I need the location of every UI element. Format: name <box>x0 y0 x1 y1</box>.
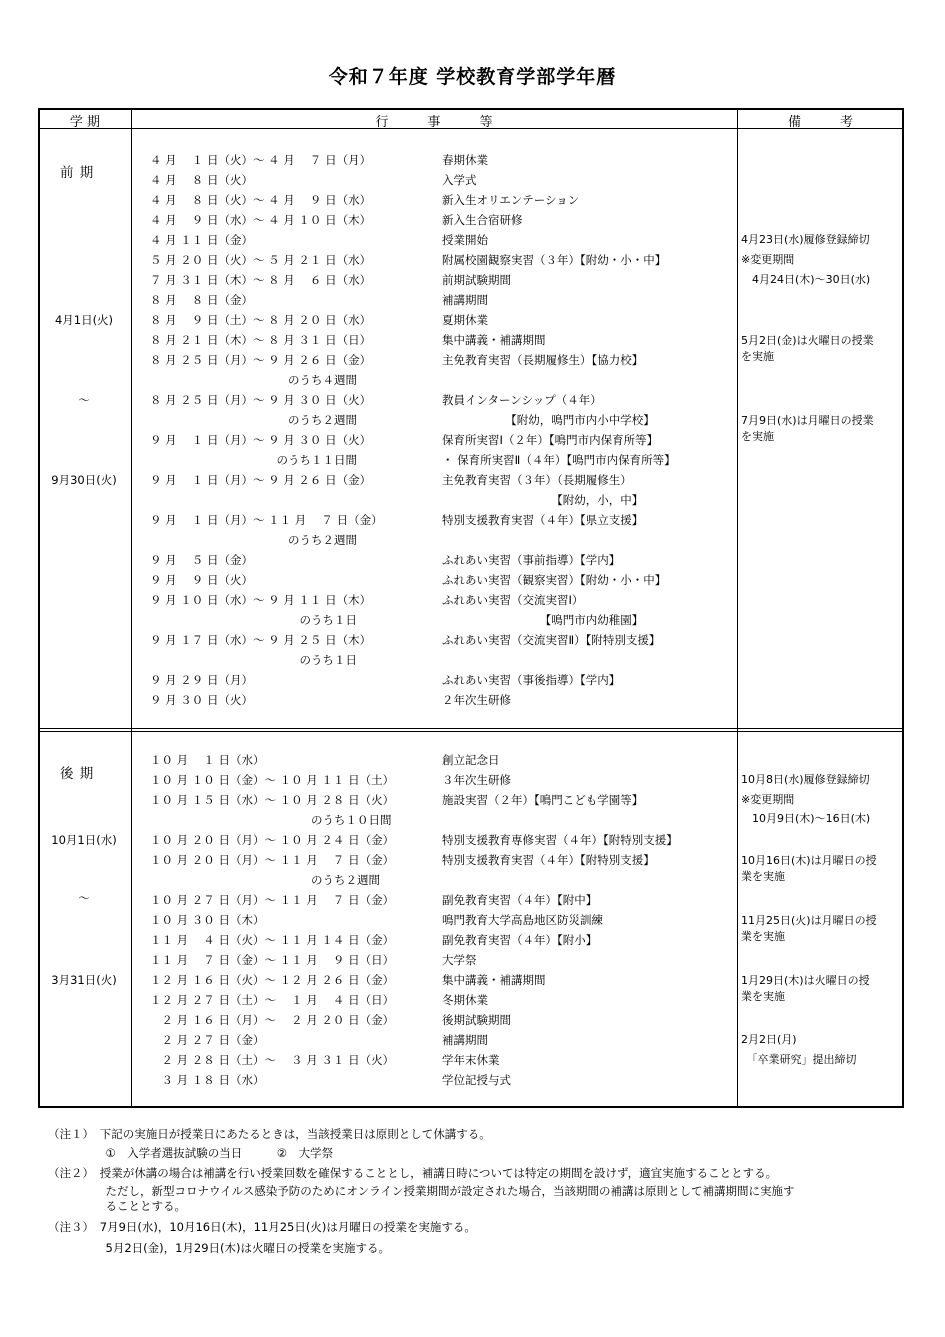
event-date: ５ 月 ２０ 日（火）～ ５ 月 ２１ 日（水） <box>150 253 372 267</box>
remark-line: 「卒業研究」提出締切 <box>741 1053 857 1066</box>
event-description: 鳴門教育大学高島地区防災訓練 <box>442 913 603 927</box>
event-description: ふれあい実習（交流実習Ⅱ）【附特別支援】 <box>442 633 661 647</box>
event-date: ９ 月 ２９ 日（月） <box>150 673 253 687</box>
event-description: 補講期間 <box>442 293 488 307</box>
page-title: 令和７年度 学校教育学部学年暦 <box>328 66 617 88</box>
footnote-line: ① 入学者選抜試験の当日 ② 大学祭 <box>48 1146 334 1160</box>
footnote-line: ることとする。 <box>48 1199 186 1213</box>
event-date: １０ 月 １５ 日（水）～ １０ 月 ２８ 日（火） <box>150 793 395 807</box>
header-events: 行 事 等 <box>375 115 493 130</box>
event-date: １２ 月 ２７ 日（土）～ １ 月 ４ 日（日） <box>150 993 395 1007</box>
event-date: １０ 月 ２０ 日（月）～ １０ 月 ２４ 日（金） <box>150 833 395 847</box>
event-date: のうち１１日間 <box>150 453 357 467</box>
event-description: 集中講義・補講期間 <box>442 333 546 347</box>
footnote-line: （注１） 下記の実施日が授業日にあたるときは，当該授業日は原則として休講する。 <box>48 1127 491 1141</box>
remark-line: 業を実施 <box>741 990 785 1003</box>
event-description: 春期休業 <box>442 153 488 167</box>
event-description: 創立記念日 <box>442 753 500 767</box>
event-date: ４ 月 １ 日（火）～ ４ 月 ７ 日（月） <box>150 153 372 167</box>
term-start-second: 10月1日(水) <box>51 833 117 847</box>
event-date: １０ 月 ２７ 日（月）～ １１ 月 ７ 日（金） <box>150 893 395 907</box>
event-date: ４ 月 ８ 日（火） <box>150 173 253 187</box>
event-date: のうち１０日間 <box>150 813 392 827</box>
remark-line: 1月29日(木)は火曜日の授 <box>741 974 870 987</box>
event-description: 学年末休業 <box>442 1053 500 1067</box>
event-date: １０ 月 １ 日（水） <box>150 753 265 767</box>
remark-line: 2月2日(月) <box>741 1033 797 1046</box>
event-date: のうち２週間 <box>150 873 380 887</box>
event-description: 特別支援教育実習（４年）【附特別支援】 <box>442 853 655 867</box>
event-date: １０ 月 ３０ 日（木） <box>150 913 265 927</box>
event-description: ふれあい実習（交流実習Ⅰ） <box>442 593 584 607</box>
event-date: ９ 月 ９ 日（火） <box>150 573 253 587</box>
term-divider <box>38 731 904 732</box>
event-description: 前期試験期間 <box>442 273 511 287</box>
event-date: ２ 月 １６ 日（月）～ ２ 月 ２０ 日（金） <box>150 1013 395 1027</box>
header-remarks: 備 考 <box>787 115 853 130</box>
header-semester: 学 期 <box>69 115 101 130</box>
event-description: 特別支援教育専修実習（４年）【附特別支援】 <box>442 833 678 847</box>
remark-line: ※変更期間 <box>741 253 795 266</box>
event-date: １１ 月 ４ 日（火）～ １１ 月 １４ 日（金） <box>150 933 395 947</box>
event-date: のうち４週間 <box>150 373 357 387</box>
footnote-line: （注２） 授業が休講の場合は補講を行い授業回数を確保することとし，補講日時については特定の期間を設けず，適宜実施することとする。 <box>48 1166 778 1180</box>
event-date: のうち２週間 <box>150 533 357 547</box>
footnote-line: （注３） 7月9日(水)，10月16日(木)，11月25日(火)は月曜日の授業を実施する。 <box>48 1220 476 1234</box>
event-description: 集中講義・補講期間 <box>442 973 546 987</box>
event-date: ２ 月 ２７ 日（金） <box>150 1033 265 1047</box>
event-date: ９ 月 １ 日（月）～ １１ 月 ７ 日（金） <box>150 513 383 527</box>
event-description: ふれあい実習（事後指導）【学内】 <box>442 673 621 687</box>
event-description: 大学祭 <box>442 953 477 967</box>
column-divider <box>131 108 132 1108</box>
event-description: ・ 保育所実習Ⅱ（４年）【鳴門市内保育所等】 <box>442 453 676 467</box>
remark-line: 4月24日(木)～30日(水) <box>741 273 871 286</box>
event-date: ９ 月 ３０ 日（火） <box>150 693 253 707</box>
event-description: 主免教育実習（３年）（長期履修生） <box>442 473 632 487</box>
term-end-second: 3月31日(火) <box>51 973 117 987</box>
remark-line: 業を実施 <box>741 870 785 883</box>
remark-line: 4月23日(水)履修登録締切 <box>741 233 870 246</box>
term-name-second: 後 期 <box>60 766 95 782</box>
event-description: ふれあい実習（観察実習）【附幼・小・中】 <box>442 573 667 587</box>
event-description: 学位記授与式 <box>442 1073 511 1087</box>
event-date: １１ 月 ７ 日（金）～ １１ 月 ９ 日（日） <box>150 953 395 967</box>
term-divider <box>38 728 904 729</box>
event-date: ８ 月 ９ 日（土）～ ８ 月 ２０ 日（水） <box>150 313 372 327</box>
event-description: 附属校園観察実習（３年）【附幼・小・中】 <box>442 253 667 267</box>
event-date: ３ 月 １８ 日（水） <box>150 1073 265 1087</box>
event-description: 主免教育実習（長期履修生）【協力校】 <box>442 353 644 367</box>
event-description: ふれあい実習（事前指導）【学内】 <box>442 553 621 567</box>
event-description: ２年次生研修 <box>442 693 511 707</box>
event-date: ８ 月 ８ 日（金） <box>150 293 253 307</box>
event-date: １２ 月 １６ 日（火）～ １２ 月 ２６ 日（金） <box>150 973 395 987</box>
event-date: ９ 月 １ 日（月）～ ９ 月 ２６ 日（金） <box>150 473 372 487</box>
remark-line: を実施 <box>741 430 774 443</box>
event-description: 特別支援教育実習（４年）【県立支援】 <box>442 513 644 527</box>
event-description: 冬期休業 <box>442 993 488 1007</box>
term-tilde-first: 〜 <box>78 393 90 407</box>
event-description: 保育所実習Ⅰ（２年）【鳴門市内保育所等】 <box>442 433 659 447</box>
event-description: 副免教育実習（４年）【附中】 <box>442 893 598 907</box>
event-description: 新入生合宿研修 <box>442 213 523 227</box>
footnote-line: 5月2日(金)，1月29日(木)は火曜日の授業を実施する。 <box>48 1241 391 1255</box>
event-date: ９ 月 １７ 日（水）～ ９ 月 ２５ 日（木） <box>150 633 372 647</box>
event-date: ９ 月 １０ 日（水）～ ９ 月 １１ 日（木） <box>150 593 372 607</box>
event-description: 補講期間 <box>442 1033 488 1047</box>
remark-line: 10月16日(木)は月曜日の授 <box>741 854 877 867</box>
event-date: ８ 月 ２５ 日（月）～ ９ 月 ２６ 日（金） <box>150 353 372 367</box>
term-name-first: 前 期 <box>60 165 95 181</box>
event-date: のうち１日 <box>150 613 357 627</box>
remark-line: ※変更期間 <box>741 793 795 806</box>
event-date: ９ 月 １ 日（月）～ ９ 月 ３０ 日（火） <box>150 433 372 447</box>
term-end-first: 9月30日(火) <box>51 473 117 487</box>
remark-line: 7月9日(水)は月曜日の授業 <box>741 414 874 427</box>
event-date: ２ 月 ２８ 日（土）～ ３ 月 ３１ 日（火） <box>150 1053 395 1067</box>
event-description: 副免教育実習（４年）【附小】 <box>442 933 598 947</box>
event-date: １０ 月 １０ 日（金）～ １０ 月 １１ 日（土） <box>150 773 395 787</box>
event-date: ９ 月 ５ 日（金） <box>150 553 253 567</box>
footnote-line: ただし，新型コロナウイルス感染予防のためにオンライン授業期間が設定された場合，当該期間の補講は原則として補講期間に実施す <box>48 1184 795 1198</box>
remark-line: 11月25日(火)は月曜日の授 <box>741 914 877 927</box>
term-start-first: 4月1日(火) <box>54 313 114 327</box>
event-description: 授業開始 <box>442 233 488 247</box>
event-description: 後期試験期間 <box>442 1013 511 1027</box>
event-date: のうち１日 <box>150 653 357 667</box>
event-description: 入学式 <box>442 173 477 187</box>
event-date: １０ 月 ２０ 日（月）～ １１ 月 ７ 日（金） <box>150 853 395 867</box>
event-description: 夏期休業 <box>442 313 488 327</box>
remark-line: 10月9日(木)～16日(木) <box>741 812 871 825</box>
event-description: 【鳴門市内幼稚園】 <box>442 613 644 627</box>
event-date: ８ 月 ２５ 日（月）～ ９ 月 ３０ 日（火） <box>150 393 372 407</box>
column-divider <box>737 108 738 1108</box>
event-description: 新入生オリエンテーション <box>442 193 580 207</box>
event-date: ４ 月 ８ 日（火）～ ４ 月 ９ 日（水） <box>150 193 372 207</box>
event-date: ８ 月 ２１ 日（木）～ ８ 月 ３１ 日（日） <box>150 333 372 347</box>
event-description: 施設実習（２年）【鳴門こども学園等】 <box>442 793 644 807</box>
event-description: 教員インターンシップ（４年） <box>442 393 602 407</box>
remark-line: 10月8日(水)履修登録締切 <box>741 773 870 786</box>
term-tilde-second: 〜 <box>78 891 90 905</box>
event-date: のうち２週間 <box>150 413 357 427</box>
event-description: 【附幼，鳴門市内小中学校】 <box>442 413 655 427</box>
event-description: ３年次生研修 <box>442 773 511 787</box>
event-date: ４ 月 １１ 日（金） <box>150 233 253 247</box>
event-date: ４ 月 ９ 日（水）～ ４ 月 １０ 日（木） <box>150 213 372 227</box>
remark-line: 業を実施 <box>741 930 785 943</box>
event-description: 【附幼，小，中】 <box>442 493 644 507</box>
remark-line: 5月2日(金)は火曜日の授業 <box>741 334 874 347</box>
remark-line: を実施 <box>741 350 774 363</box>
event-date: ７ 月 ３１ 日（木）～ ８ 月 ６ 日（水） <box>150 273 372 287</box>
